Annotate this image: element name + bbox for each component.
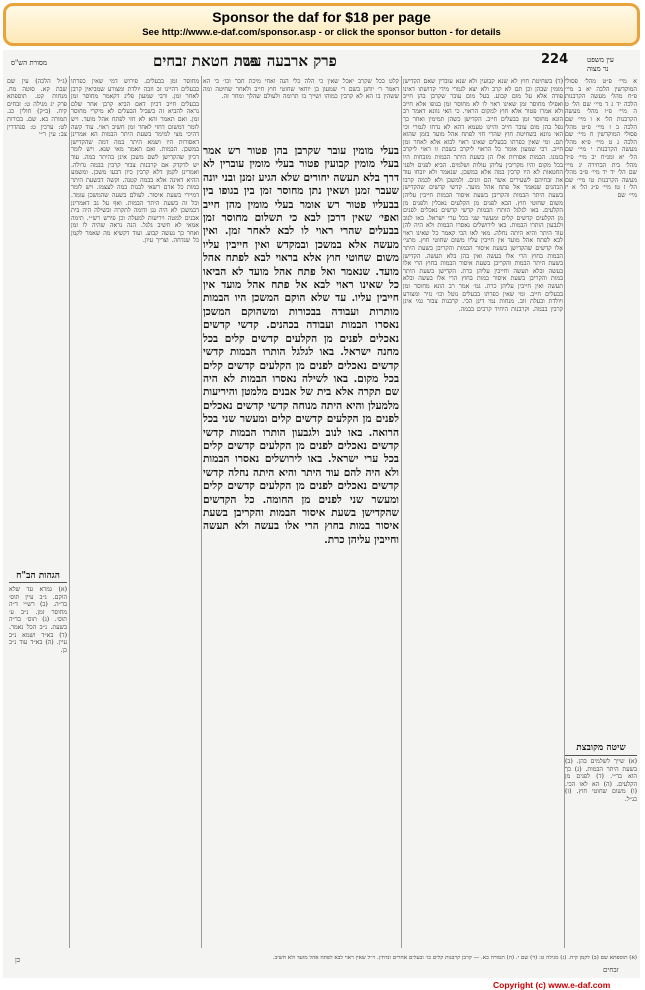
tosafot-column: מחוסר זמן בבעלים. פירוש דמי שאין כפרתו בבעלים דהיינו זב וזבה יולדת ומצורע שמביאין קרבן לאחר זמן. ורבי שמעון פליג דקאמר מחוסר זמן בבעלים חייב דכיון דאם הביא קרבן אחר שלם נראה להביא זה בשביל הבעלים לא מיקרי מחוסר זמן. ואם תאמר והא לא חזי לפתח אהל מועד. ויש לומר דמשום דחזי לאחר זמן חשיב ראוי. עוד קשה דהיכי מצי למימר בשעת היתר הבמות הא אמרינן דאסורות היו ושמא היתר במה דמה שהקדישן במשכן. הבמות. ואם תאמר מאי שנא. ויש לומר דכיון שהקדישן לשם משכן אינן בהיתר במה. עוד יש לדקדק אם קרבנות צבור קרבין בבמה גדולה. ואמרינן לקמן דלא קרבין כיון דבעו משכן. ומשמע ההיא דאינה אלא בבמה קטנה. וקשה דבשעת היתר במות כל אדם רשאי לבנות במה לעצמו. ויש לומר דמיירי בשעת איסור. לעולם בשעה שהמשכן עומד. וכל זה בשעת היתר הבמות. ואף על גב דאמרינן דבמשכן לא היה גגן ודומה לתקרה ובשילה היה בית אבנים למטה ויריעות למעלה וכן פירש רש״י. תימה אמאי לא חשיב גלגל. הנה נראה שהיה לו זמן ואחר כך נעשה קבוע. ועוד דקשיא מה שאמר לקמן כל שנדחה. וצריך עיון. xyxy=(71,78,199,245)
hagahot-habach-box: (א) גמרא עד שלא הוקם. נ״ב עיין תוס׳ בד״ה. (ב) רש״י ד״ה מחוסר זמן. נ״ב ע׳ תוס׳. (ג) תוס׳ בד״ה בשעת. נ״ב הכל נאמר. (ד) בא״ד ושמא נ״ב עיין. (ה) בא״ד עוד נ״ב כן. xyxy=(9,586,67,654)
upper-commentary-band: קלט ככל שקרב יאכל שאין כי הלה כלי הגה ואחי מיכת חבר וכו׳ כי הא דאמר ר׳ יוחנן בשם ר׳ שמעון בן יוחאי שחוטי חוץ חייב ולאחר שחיטה ומה ששהין בו הא לא קרבין כמוהו ושייך בו תרומה ולעולם שהלך ומחר זה. xyxy=(203,78,399,101)
ein-mishpat-heading: עין משפט xyxy=(587,56,614,64)
mishnah-opening: בעלי מומין עובר שקרבן בהן פטור רש אמר בעלי מומין קבועין פטור בעלי מומין עוברין xyxy=(203,145,399,171)
ner-mitzvah-heading: נר מצוה xyxy=(587,65,609,73)
chapter-heading: פרק ארבעה עשר xyxy=(235,52,337,70)
column-divider xyxy=(201,76,202,948)
shita-mekubetzet-box: (א) שייך לשלמים בהן. (ב) בשעת היתר הבמות. (ג) כך הוא בד״י. (ד) לפנים מן הקלעים. (ה) הא לאו הכי. (ו) משום שחוטי חוץ. (ז) כנ״ל. xyxy=(565,758,637,803)
ein-mishpat-column: א מיי׳ פ״ט מהל׳ פסולי המוקדשין הלכה יא ב מיי׳ פ״ח מהל׳ מעשה הקרבנות הלכה יד ג ד מיי׳ שם הל׳ ט ה מיי׳ פ״ו מהל׳ מעשה הקרבנות הל׳ א ו מיי׳ שם הלכה ב ז מיי׳ פ״ט מהל׳ פסולי המוקדשין ח מיי׳ שם הלכה ג ט מיי׳ פ״א מהל׳ מעשה הקרבנות י מיי׳ שם הל׳ יא ומנ״ח יב מיי׳ פ״ד מהל׳ בית הבחירה יג מיי׳ שם הל׳ יד יד מיי׳ פ״ב מהל׳ מעשה הקרבנות טו מיי׳ שם הל׳ ז טז מיי׳ פ״ג הל׳ א יז מיי׳ שם xyxy=(565,78,637,199)
sponsor-title: Sponsor the daf for $18 per page xyxy=(212,9,431,25)
shita-mekubetzet-title: שיטה מקובצת xyxy=(576,743,626,753)
column-divider xyxy=(69,76,70,948)
main-text-column: בעלי מומין עובר שקרבן בהן פטור רש אמר בעלי מומין קבועין פטור בעלי מומין עוברין לא דרך בלא תעשה יחורים שלא הגיע זמנן ובני יונה שעבר זמנן ושאין נתן מחוסר זמן בין בגופו בין בבעליו פטור רש אומר בעלי מומין מהן חייב ואפי׳ שאין דרכן לבא כי תשלום מחוסר זמן בבעלים שהרי ראוי לו לבא לאחר זמן. ואין מעשה אלא במשכן ובמקדש ואין חייבין עליו משום שחוטי חוץ אלא בראוי לבא לפתח אהל מועד. שנאמר ואל פתח אהל מועד לא הביאו כל שאינו ראוי לבא אל פתח אהל מועד אין חייבין עליו. עד שלא הוקם המשכן היו הבמות מותרות ועבודה בבכורות ומשהוקם המשכן נאסרו הבמות ועבודה בכהנים. קדשי קדשים נאכלים לפנים מן הקלעים קדשים קלים בכל מחנה ישראל. באו לגלגל הותרו הבמות קדשי קדשים נאכלים לפנים מן הקלעים קדשים קלים בכל מקום. באו לשילה נאסרו הבמות לא היה שם תקרה אלא בית של אבנים מלמטן והיריעות מלמעלן והיא היתה מנוחה קדשי קדשים נאכלים לפנים מן הקלעים קדשים קלים ומעשר שני בכל הרואה. באו לנוב ולגבעון הותרו הבמות קדשי קדשים נאכלים לפנים מן הקלעים קדשים קלים בכל ערי ישראל. באו לירושלים נאסרו הבמות ולא היה להם עוד היתר והיא היתה נחלה קדשי קדשים נאכלים לפנים מן הקלעים קדשים קלים ומעשר שני לפנים מן החומה. כל הקדשים שהקדישן בשעת איסור הבמות והקריבן בשעת איסור במות בחוץ הרי אלו בעשה ולא תעשה וחייבין עליהן כרת. xyxy=(203,145,399,546)
sponsor-banner[interactable] xyxy=(3,3,640,46)
masoret-hashas-heading: מסורת הש"ס xyxy=(11,59,48,67)
sponsor-subtitle: See http://www.e-daf.com/sponsor.asp - or click the sponsor button - for details xyxy=(142,27,501,38)
bottom-right-marker: זבחים xyxy=(603,966,619,974)
margin-notes-column: (ג״ל הלכה) עין שם שבת קא. סוטה מח. מנחות קט. תוספתא פרק יג מגילה ט: זבחים קיח. (ב״ק) חולין כג. תמורה כא. שם. בכורות לט: ערכין ט: סנהדרין צב: עין ר״י xyxy=(7,78,67,139)
bottom-left-marker: כן xyxy=(15,956,21,964)
hagahot-habach-title: הגהות הב"ח xyxy=(16,571,60,581)
column-divider xyxy=(401,76,402,948)
copyright-link[interactable]: Copyright (c) www.e-daf.com xyxy=(493,980,611,990)
column-divider xyxy=(564,76,565,948)
tractate-heading: פרת חטאת זבחים xyxy=(153,52,259,70)
talmud-page-scan xyxy=(3,50,640,978)
page-number: 224 xyxy=(541,52,569,67)
rashi-column: (ד) בשחיטת חוץ לא שנא קבועין ולא שנא עוברין שאם הקדישן מומין שבהן וכן תם לא קרב ולא יצא לגמרי מידי קדושתו דאינו פודה אלא על מום קבוע. בעל מום עובר שקרבן בהן חייב ואפילו מחוסר זמן שאינו ראוי לו לא מחוסר זמן בגופו אלא חייב ולא אמרו פטור אלא חוץ למקום הראוי. כי האי גוונא דאמר רב הונא מחוסר זמן בבעלים חייב. הקדישן כשהן תמימין ואחר כך נפל בהן מום עובר חייב והיינו טעמא דהא לא נדחו לגמרי וכי האי גוונא בשחיטת חוץ שהרי חזי לפתח אהל מועד בזמן שהוא תם. ומי שאין כפרתו בבעלים שאינו ראוי לבוא אלא לאחר זמן חייב. רבי שמעון אומר כל הראוי ליקרב בשבת זו ראוי ליקרב בזמנו. הבמות אסורות אלו הן בשעת היתר הבמות מזבחות היו בכל מקום והיו מקריבין עליהן עולות ושלמים. הביא לפנים ולפני החטאות לא היו קרבין במה אלא במשכן. שנאמר ולא יזבחו עוד את זבחיהם לשעירים אשר הם זונים. ולמשכן ולא לבמה קרבו הכהנים שנאמר אל פתח אהל מועד. קדשי קדשים שהקדישן בשעת היתר הבמות והקריבן בשעת איסור הבמות חייבין עליהן משום שחוטי חוץ. הבא לפנים מן הקלעים נאכלין ולפנים מן הקלעים. באו לגלגל הותרו הבמות קדשי קדשים נאכלים לפנים מן הקלעים קדשים קלים ומעשר שני בכל ערי ישראל. באו לנוב ולגבעון הותרו הבמות. באו לירושלים נאסרו הבמות ולא היה להן עוד היתר והיא היתה נחלה. מאי לאו הכי קאמר כל שאינו ראוי לבא לפתח אהל מועד אין חייבין עליו משום שחוטי חוץ. מתני׳ אלו קדשים שהקדישן בשעת איסור הבמות והקריבן בשעת היתר הבמות בחוץ הרי אלו בעשה ואין בהן בלא תעשה. הקדישן בשעת היתר הבמות והקריבן בשעת איסור הבמות בחוץ הרי אלו בעשה ובלא תעשה וחייבין עליהן כרת. הקדישן בשעת היתר במות והקריבן בשעת איסור במות בחוץ הרי אלו בעשה ובלא תעשה ואין חייבין עליהן כרת. גמ׳ אמר רב הונא מחוסר זמן בבעלים חייב. ומי שאין כפרתו בבעלים נוטל וכו׳ נזיר ומצורע ויולדת ובעלת זוב. מנחות נמי דינן הכי. קרבנות צבור נמי אינן קרבין בבמה. וקרבנות היחיד קרבים בבמה. xyxy=(403,78,563,313)
bottom-footnotes: (א) תוספתא שם (ב) לקמן קיח. (ג) מגילה ט: (ד) שם י. (ה) תמורה כא. — קרבן קרבנות קלים כו׳ ובעלים אחרים ונדחין. וי״ל שאין ראוי לבא לפתח אהל מועד ולא חשיב. xyxy=(272,955,637,961)
